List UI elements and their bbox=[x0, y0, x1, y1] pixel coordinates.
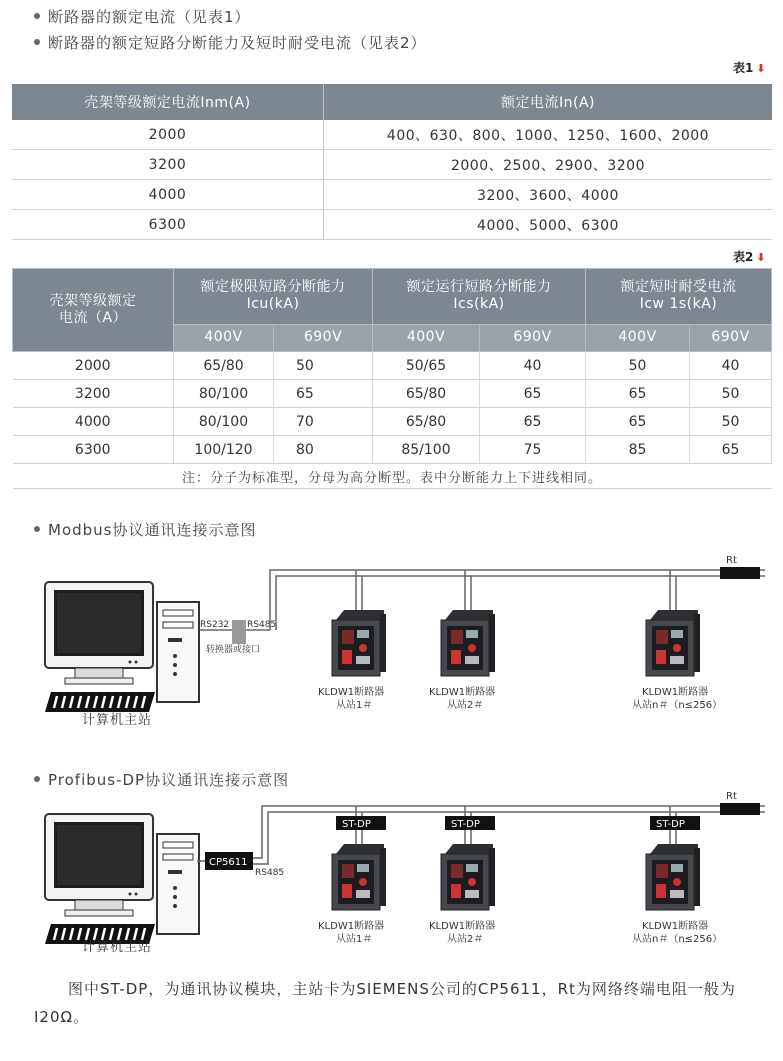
modbus-diagram bbox=[0, 546, 783, 736]
table-cell: 6300 bbox=[13, 436, 174, 464]
voltage-header: 690V bbox=[480, 324, 586, 351]
header-line: 额定极限短路分断能力 bbox=[200, 279, 346, 296]
table-cell: 65/80 bbox=[174, 352, 274, 380]
table-cell: 85/100 bbox=[373, 436, 480, 464]
table2 bbox=[12, 268, 772, 489]
station-slave: 从站n＃（n≤256） bbox=[632, 934, 723, 945]
table1-header-row bbox=[12, 84, 772, 120]
table-cell: 65/80 bbox=[373, 380, 480, 408]
bullet-rated-current bbox=[34, 6, 251, 27]
voltage-header: 690V bbox=[274, 324, 373, 351]
table-row bbox=[12, 210, 772, 240]
terminator-rt-icon bbox=[720, 567, 760, 579]
table-cell: 2000、2500、2900、3200 bbox=[324, 150, 773, 180]
breaker-icon bbox=[332, 610, 386, 676]
table2-header-ics bbox=[373, 269, 586, 325]
st-dp-label: ST-DP bbox=[342, 819, 371, 830]
header-line: 壳架等级额定 bbox=[49, 293, 137, 309]
table-row bbox=[12, 180, 772, 210]
bullet-dot-icon bbox=[34, 776, 40, 782]
table-row bbox=[13, 352, 772, 380]
table1-tag bbox=[733, 59, 766, 76]
table-cell: 65 bbox=[480, 408, 586, 436]
table-cell: 50 bbox=[586, 352, 690, 380]
table-cell: 65 bbox=[480, 380, 586, 408]
table-cell: 50 bbox=[690, 380, 772, 408]
table2-tag-label: 表2 bbox=[733, 250, 754, 264]
computer-icon bbox=[45, 814, 199, 944]
bullet-text: 断路器的额定短路分断能力及短时耐受电流（见表2） bbox=[48, 34, 427, 52]
station-name: KLDW1断路器 bbox=[318, 921, 385, 932]
table-row bbox=[13, 436, 772, 464]
table-cell: 100/120 bbox=[174, 436, 274, 464]
table-cell: 4000、5000、6300 bbox=[324, 210, 773, 240]
down-arrow-icon: ⬇ bbox=[756, 251, 766, 264]
table-cell: 3200 bbox=[13, 380, 174, 408]
breaker-icon bbox=[332, 844, 386, 910]
header-line: Ics(kA) bbox=[453, 296, 505, 313]
breaker-icon bbox=[441, 844, 495, 910]
st-dp-label: ST-DP bbox=[451, 819, 480, 830]
st-dp-label: ST-DP bbox=[656, 819, 685, 830]
bullet-short-circuit bbox=[34, 32, 427, 53]
header-line: Icu(kA) bbox=[246, 296, 300, 313]
table-cell: 6300 bbox=[12, 210, 324, 240]
station-slave: 从站1＃ bbox=[336, 700, 373, 711]
table2-tag bbox=[733, 248, 766, 265]
table-cell: 50/65 bbox=[373, 352, 480, 380]
table-cell: 4000 bbox=[12, 180, 324, 210]
breaker-icon bbox=[441, 610, 495, 676]
modbus-title-text: Modbus协议通讯连接示意图 bbox=[48, 521, 257, 539]
table-cell: 85 bbox=[586, 436, 690, 464]
header-line: 额定运行短路分断能力 bbox=[406, 279, 552, 296]
table-cell: 80/100 bbox=[174, 380, 274, 408]
converter-icon bbox=[232, 620, 246, 644]
table-cell: 70 bbox=[274, 408, 373, 436]
table1-tag-label: 表1 bbox=[733, 61, 754, 75]
table-cell: 80 bbox=[274, 436, 373, 464]
rt-label: Rt bbox=[726, 555, 737, 566]
table-cell: 3200 bbox=[12, 150, 324, 180]
table-cell: 50 bbox=[690, 408, 772, 436]
table2-note-row bbox=[13, 464, 772, 489]
profibus-diagram bbox=[0, 784, 783, 964]
table-cell: 400、630、800、1000、1250、1600、2000 bbox=[324, 120, 773, 150]
table-cell: 40 bbox=[480, 352, 586, 380]
station-slave: 从站1＃ bbox=[336, 934, 373, 945]
converter-label: 转换器或接口 bbox=[206, 645, 261, 655]
table-cell: 50 bbox=[274, 352, 373, 380]
table2-header-icu bbox=[174, 269, 373, 325]
computer-icon bbox=[45, 582, 199, 712]
table-cell: 40 bbox=[690, 352, 772, 380]
table-cell: 2000 bbox=[13, 352, 174, 380]
voltage-header: 400V bbox=[174, 324, 274, 351]
table1 bbox=[12, 84, 772, 240]
table-cell: 3200、3600、4000 bbox=[324, 180, 773, 210]
bullet-dot-icon bbox=[34, 39, 40, 45]
table-cell: 65 bbox=[586, 408, 690, 436]
table-cell: 75 bbox=[480, 436, 586, 464]
table-row bbox=[12, 120, 772, 150]
station-name: KLDW1断路器 bbox=[318, 687, 385, 698]
breaker-icon bbox=[646, 844, 700, 910]
voltage-header: 400V bbox=[373, 324, 480, 351]
table-cell: 65 bbox=[274, 380, 373, 408]
table-row bbox=[13, 408, 772, 436]
header-line: 电流（A） bbox=[58, 310, 128, 326]
rs485-label: RS485 bbox=[247, 620, 277, 630]
table-row bbox=[13, 380, 772, 408]
table-cell: 80/100 bbox=[174, 408, 274, 436]
modbus-host-label: 计算机主站 bbox=[82, 713, 153, 728]
voltage-header: 690V bbox=[690, 324, 772, 351]
station-name: KLDW1断路器 bbox=[429, 687, 496, 698]
station-slave: 从站2＃ bbox=[447, 934, 484, 945]
voltage-header: 400V bbox=[586, 324, 690, 351]
table-cell: 4000 bbox=[13, 408, 174, 436]
table-cell: 2000 bbox=[12, 120, 324, 150]
rs485-label: RS485 bbox=[255, 868, 285, 878]
table-cell: 65 bbox=[586, 380, 690, 408]
bullet-dot-icon bbox=[34, 13, 40, 19]
station-name: KLDW1断路器 bbox=[642, 921, 709, 932]
table-cell: 65 bbox=[690, 436, 772, 464]
table-row bbox=[12, 150, 772, 180]
table2-header-frame bbox=[13, 269, 174, 352]
down-arrow-icon: ⬇ bbox=[756, 62, 766, 75]
rs232-label: RS232 bbox=[200, 620, 230, 630]
table-cell: 65/80 bbox=[373, 408, 480, 436]
header-line: 额定短时耐受电流 bbox=[620, 279, 737, 296]
breaker-icon bbox=[646, 610, 700, 676]
station-name: KLDW1断路器 bbox=[429, 921, 496, 932]
modbus-title bbox=[34, 519, 257, 540]
station-name: KLDW1断路器 bbox=[642, 687, 709, 698]
station-slave: 从站n＃（n≤256） bbox=[632, 700, 723, 711]
bullet-dot-icon bbox=[34, 526, 40, 532]
table1-header-current: 额定电流In(A) bbox=[324, 84, 773, 120]
cp5611-label: CP5611 bbox=[209, 857, 248, 868]
table2-header-icw bbox=[586, 269, 772, 325]
table2-header-row bbox=[13, 269, 772, 325]
table1-header-frame: 壳架等级额定电流Inm(A) bbox=[12, 84, 324, 120]
bullet-text: 断路器的额定电流（见表1） bbox=[48, 8, 251, 26]
profibus-title-text: Profibus-DP协议通讯连接示意图 bbox=[48, 771, 290, 789]
terminator-rt-icon bbox=[720, 803, 760, 815]
footnote: 图中ST-DP，为通讯协议模块，主站卡为SIEMENS公司的CP5611，Rt为网络终端电阻一般为I20Ω。 bbox=[34, 980, 736, 1026]
profibus-host-label: 计算机主站 bbox=[82, 940, 153, 955]
table2-note: 注：分子为标准型，分母为高分断型。表中分断能力上下进线相同。 bbox=[13, 464, 772, 489]
station-slave: 从站2＃ bbox=[447, 700, 484, 711]
rt-label: Rt bbox=[726, 791, 737, 802]
header-line: Icw 1s(kA) bbox=[639, 296, 718, 313]
